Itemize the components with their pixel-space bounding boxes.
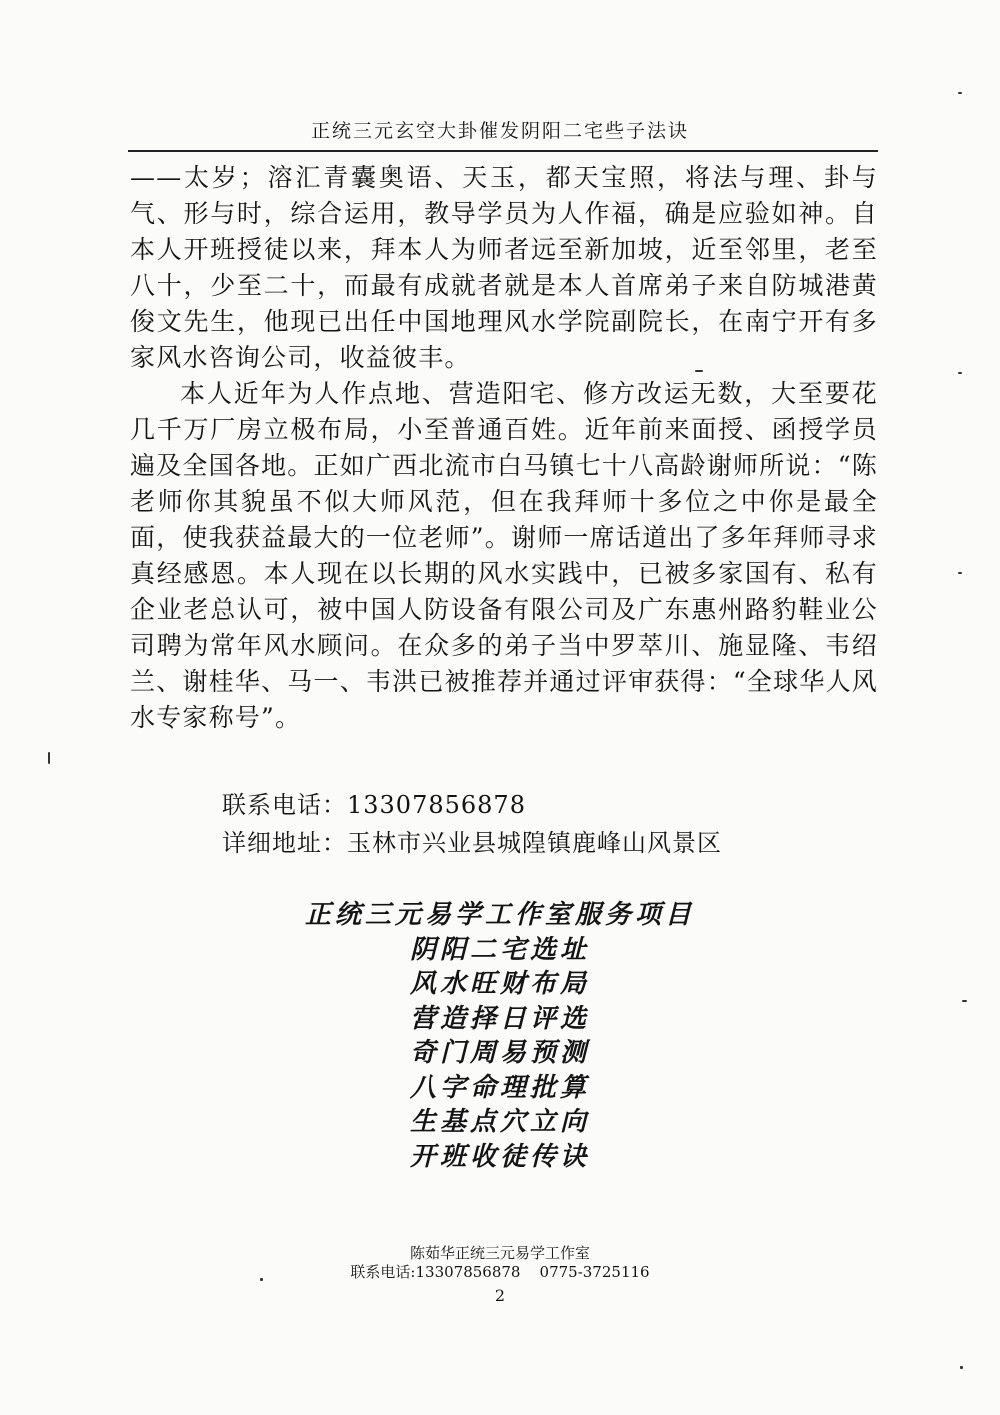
scan-speck (962, 1000, 967, 1002)
footer-studio-name: 陈茹华正统三元易学工作室 (409, 1244, 590, 1262)
scan-speck (48, 752, 50, 764)
service-item: 八字命理批算 (409, 1072, 590, 1103)
service-item: 阴阳二宅选址 (409, 934, 590, 965)
paragraph-1: ——太岁；溶汇青囊奥语、天玉，都天宝照，将法与理、卦与气、形与时，综合运用，教导学员为人作福，确是应验如神。自本人开班授徒以来，拜本人为师者远至新加坡，近至邻里，老至八十，少至二十，而最有成就者就是本人首席弟子来自防城港黄俊文先生，他现已出任中国地理风水学院副院长，在南宁开有多家风水咨询公司，收益彼丰。 (130, 163, 878, 372)
scan-speck (958, 572, 962, 574)
contact-phone: 联系电话：13307856878 (222, 791, 526, 819)
service-item: 营造择日评选 (409, 1003, 590, 1034)
header-rule (128, 150, 878, 152)
page-number: 2 (494, 1286, 506, 1305)
contact-address: 详细地址：玉林市兴业县城隍镇鹿峰山风景区 (222, 829, 722, 857)
scan-speck (958, 92, 962, 94)
service-item: 风水旺财布局 (409, 969, 590, 999)
paragraph-2: 本人近年为人作点地、营造阳宅、修方改运无数，大至要花几千万厂房立极布局，小至普通百姓。近年前来面授、函授学员遍及全国各地。正如广西北流市白马镇七十八高龄谢师所说：“陈老师你其貌虽不似大师风范，但在我拜师十多位之中你是最全面，使我获益最大的一位老师”。谢师一席话道出了多年拜师寻求真经感恩。本人现在以长期的风水实践中，已被多家国有、私有企业老总认可，被中国人防设备有限公司及广东惠州路豹鞋业公司聘为常年风水顾问。在众多的弟子当中罗萃川、施显隆、韦绍兰、谢桂华、马一、韦洪已被推荐并通过评审获得：“全球华人风水专家称号”。 (130, 379, 878, 732)
contact-block (222, 786, 722, 862)
scan-speck (960, 1366, 963, 1369)
scan-speck (958, 372, 962, 374)
body-text (130, 160, 878, 736)
scan-speck (695, 370, 703, 372)
services-title: 正统三元易学工作室服务项目 (304, 900, 695, 930)
service-item: 奇门周易预测 (409, 1038, 590, 1068)
service-item: 开班收徒传诀 (409, 1141, 590, 1172)
footer-phones: 联系电话:13307856878 0775-3725116 (350, 1263, 650, 1281)
scan-speck (260, 1278, 263, 1281)
page-footer (0, 1244, 1000, 1305)
services-list (0, 898, 1000, 1174)
service-item: 生基点穴立向 (409, 1107, 590, 1137)
running-header: 正统三元玄空大卦催发阴阳二宅些子法诀 (310, 120, 689, 142)
